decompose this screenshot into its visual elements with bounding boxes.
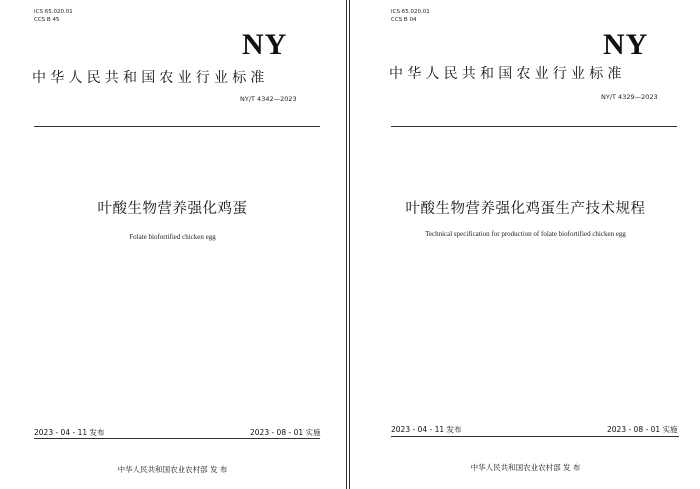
issuing-organization-heading: 中华人民共和国农业行业标准 [389, 66, 626, 82]
footer-rule [391, 436, 679, 437]
right-standard-cover [351, 0, 700, 489]
ics-code: ICS 65.020.01 [391, 9, 430, 15]
standard-number: NY/T 4342—2023 [240, 95, 297, 103]
issue-date: 2023 - 04 - 11 发布 [391, 425, 462, 434]
implementation-date: 2023 - 08 - 01 实施 [250, 428, 321, 437]
standard-number: NY/T 4329—2023 [601, 93, 658, 101]
title-chinese: 叶酸生物营养强化鸡蛋生产技术规程 [405, 201, 646, 217]
publisher: 中华人民共和国农业农村部 发 布 [117, 465, 228, 474]
header-rule [391, 126, 677, 127]
ny-logo: NY [603, 28, 649, 61]
page-divider [346, 0, 350, 489]
implementation-date: 2023 - 08 - 01 实施 [607, 425, 678, 434]
title-english: Technical specification for production of folate biofortified chicken egg [425, 230, 626, 238]
publisher: 中华人民共和国农业农村部 发 布 [470, 463, 581, 472]
ny-logo: NY [242, 28, 288, 61]
title-english: Folate biofortified chicken egg [129, 233, 216, 241]
issue-date: 2023 - 04 - 11 发布 [34, 428, 105, 437]
header-rule [34, 126, 320, 127]
ccs-code: CCS B 04 [391, 17, 417, 23]
title-chinese: 叶酸生物营养强化鸡蛋 [97, 201, 248, 217]
issuing-organization-heading: 中华人民共和国农业行业标准 [32, 70, 269, 86]
left-standard-cover [0, 0, 345, 489]
ccs-code: CCS B 45 [34, 17, 60, 23]
footer-rule [34, 438, 320, 439]
ics-code: ICS 65.020.01 [34, 9, 73, 15]
